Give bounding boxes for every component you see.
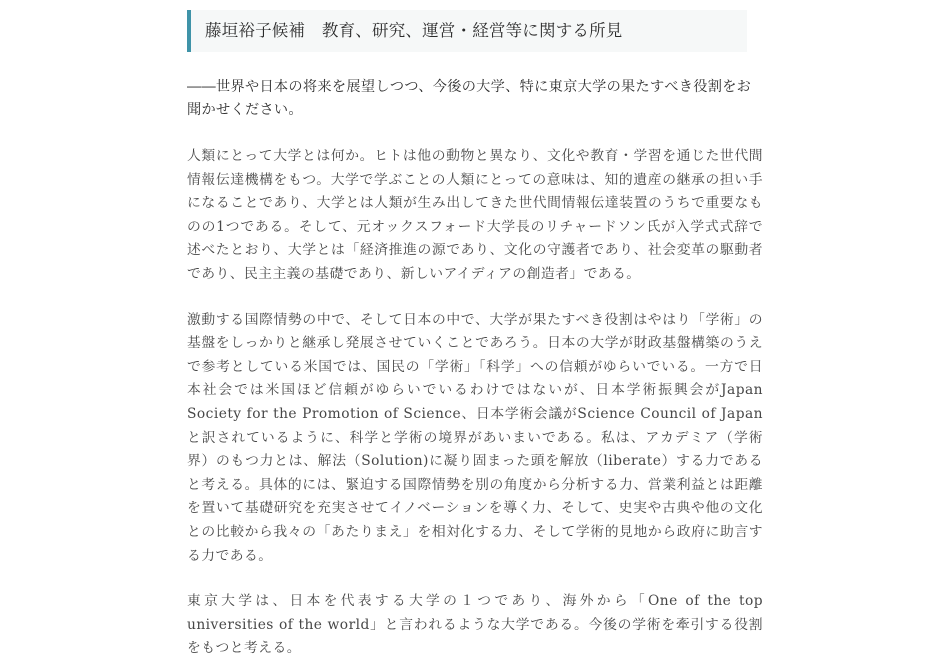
section-heading: 藤垣裕子候補 教育、研究、運営・経営等に関する所見 — [187, 10, 747, 52]
paragraph-3: 東京大学は、日本を代表する大学の１つであり、海外から「One of the top universities of the world」と言われるような大学である。今後の学術を牽引する役割をもつと考える。 — [187, 593, 763, 657]
paragraph-2: 激動する国際情勢の中で、そして日本の中で、大学が果たすべき役割はやはり「学術」の基盤をしっかりと継承し発展させていくことであろう。日本の大学が財政基盤構築のうえで参考としている米国では、国民の「学術」「科学」への信頼がゆらいでいる。一方で日本社会では米国ほど信頼がゆらいでいるわけではないが、日本学術振興会がJapan Society for the Promotion of Science、日本学術会議がScience Council of Japanと訳されているように、科学と学術の境界があいまいである。私は、アカデミア（学術界）のもつ力とは、解法（Solution)に凝り固まった頭を解放（liberate）する力であると考える。具体的には、緊迫する国際情勢を別の角度から分析する力、営業利益とは距離を置いて基礎研究を充実させてイノベーションを導く力、そして、史実や古典や他の文化との比較から我々の「あたりまえ」を相対化する力、そして学術的見地から政府に助言する力である。 — [187, 311, 763, 564]
article — [187, 10, 763, 661]
paragraph-1: 人類にとって大学とは何か。ヒトは他の動物と異なり、文化や教育・学習を通じた世代間情報伝達機構をもつ。大学で学ぶことの人類にとっての意味は、知的遺産の継承の担い手になることであり、大学とは人類が生み出してきた世代間情報伝達装置のうちで重要なものの1つである。そして、元オックスフォード大学長のリチャードソン氏が入学式式辞で述べたとおり、大学とは「経済推進の源であり、文化の守護者であり、社会変革の駆動者であり、民主主義の基礎であり、新しいアイディアの創造者」である。 — [187, 148, 763, 282]
interview-question: ――世界や日本の将来を展望しつつ、今後の大学、特に東京大学の果たすべき役割をお聞かせください。 — [187, 79, 752, 118]
